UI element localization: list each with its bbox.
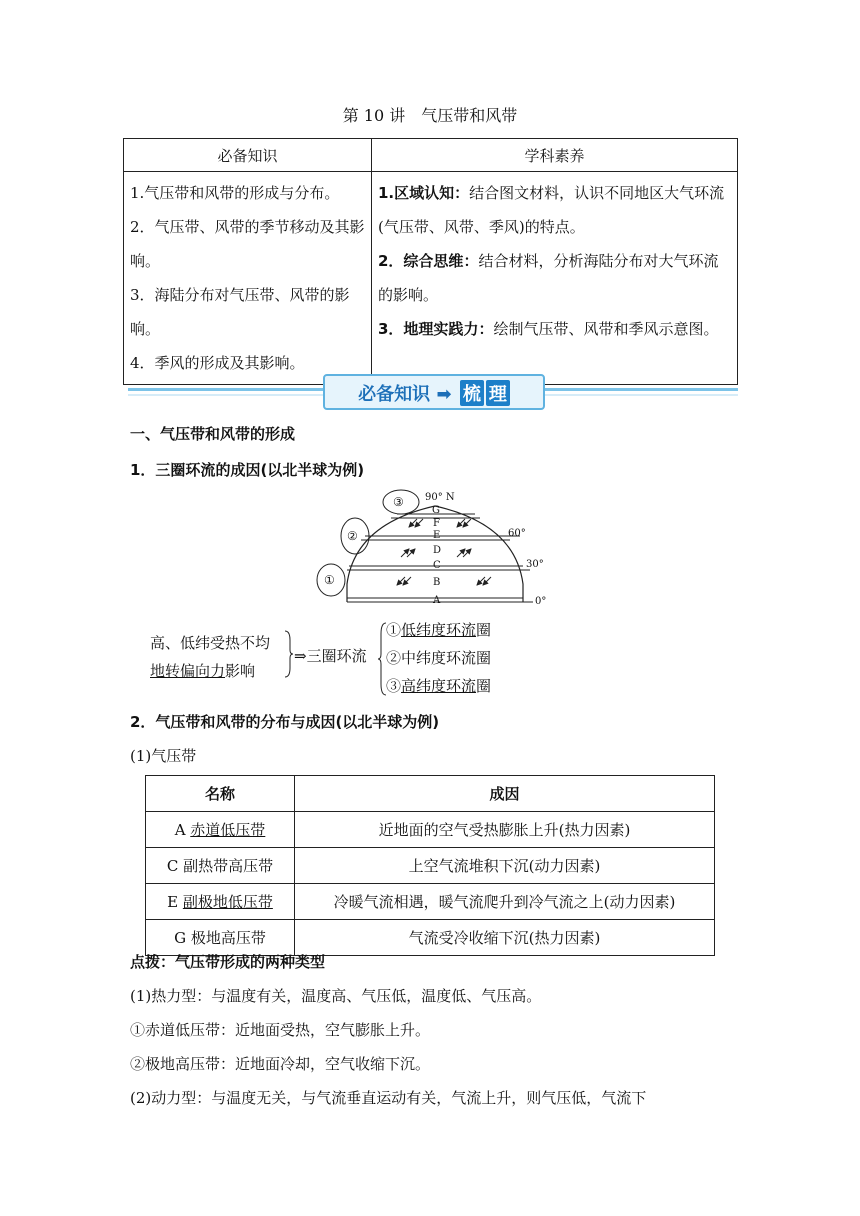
belt-name: G 极地高压带: [146, 920, 295, 956]
subsection-heading: 2．气压带和风带的分布与成因(以北半球为例): [130, 713, 440, 731]
literacy-label: 3．地理实践力：: [378, 320, 494, 338]
belt-letter: D: [433, 545, 442, 556]
literacy-item: [378, 176, 731, 244]
banner-label: 必备知识: [358, 384, 431, 405]
literacy-label: 1.区域认知：: [378, 184, 470, 202]
cell-item: [386, 675, 491, 696]
lat-label: 30°: [526, 559, 544, 570]
belt-name: A 赤道低压带: [146, 812, 295, 848]
belt-letter: A: [433, 595, 441, 606]
table-row: [146, 848, 715, 884]
knowledge-item: 4．季风的形成及其影响。: [130, 354, 305, 372]
knowledge-item: 2．气压带、风带的季节移动及其影响。: [130, 218, 365, 270]
cell-item: [386, 647, 491, 668]
literacy-text: 绘制气压带、风带和季风示意图。: [493, 320, 719, 338]
circle-number: ③: [393, 495, 404, 509]
literacy-text: 结合图文材料，认识不同地区大气环流(气压带、风带、季风)的特点。: [378, 184, 725, 236]
belt-cause: 气流受冷收缩下沉(热力因素): [295, 920, 715, 956]
literacy-cell: [372, 172, 738, 385]
table-row: [146, 884, 715, 920]
three-cell-label: ⇒三圈环流: [294, 647, 367, 665]
belt-letter: B: [433, 577, 441, 588]
cell-underlined: 低纬度环流: [401, 621, 477, 639]
cell-rest: 圈: [476, 621, 492, 639]
lat-label: 60°: [508, 528, 526, 539]
pressure-belt-table: [145, 775, 715, 956]
tip-line: (1)热力型：与温度有关，温度高、气压低，温度低、气压高。: [130, 987, 542, 1005]
arrow-icon: ➡: [436, 384, 452, 405]
belt-cause: 近地面的空气受热膨胀上升(热力因素): [295, 812, 715, 848]
belt-name: C 副热带高压带: [146, 848, 295, 884]
header-knowledge: 必备知识: [124, 139, 372, 172]
belt-letter: F: [433, 518, 440, 529]
banner-text: [325, 380, 543, 406]
right-brace-icon: [284, 630, 294, 678]
subsection-heading: 1．三圈环流的成因(以北半球为例): [130, 461, 365, 479]
three-cell-circulation-diagram: [305, 484, 565, 610]
tip-line: (2)动力型：与温度无关，与气流垂直运动有关，气流上升，则气压低，气流下: [130, 1089, 647, 1107]
belt-cause: 冷暖气流相遇，暖气流爬升到冷气流之上(动力因素): [295, 884, 715, 920]
literacy-label: 2．综合思维：: [378, 252, 479, 270]
lat-label: 90° N: [425, 492, 455, 503]
belt-letter: G: [432, 505, 440, 516]
tip-title: 点拨：气压带形成的两种类型: [130, 953, 326, 971]
table-row: [146, 812, 715, 848]
subsection-label: (1)气压带: [130, 747, 197, 765]
banner-tag: 理: [486, 380, 510, 406]
cell-num: ①: [386, 621, 402, 639]
literacy-item: [378, 312, 731, 346]
circle-number: ①: [324, 573, 335, 587]
cell-num: ③: [386, 677, 402, 695]
header-literacy: 学科素养: [372, 139, 738, 172]
cause-line-2: [150, 660, 255, 681]
knowledge-item: 3．海陆分布对气压带、风带的影响。: [130, 286, 350, 338]
circle-number: ②: [347, 529, 358, 543]
banner-tag: 梳: [460, 380, 484, 406]
cause-rest: 影响: [225, 662, 256, 680]
knowledge-cell: [124, 172, 372, 385]
literacy-text: 结合材料，分析海陆分布对大气环流的影响。: [378, 252, 719, 304]
tip-line: ②极地高压带：近地面冷却，空气收缩下沉。: [130, 1055, 431, 1073]
cell-item: [386, 619, 491, 640]
belt-cause: 上空气流堆积下沉(动力因素): [295, 848, 715, 884]
cell-rest: 中纬度环流圈: [401, 649, 492, 667]
cause-underlined: 地转偏向力: [150, 662, 226, 680]
belt-name: E 副极地低压带: [146, 884, 295, 920]
section-banner: [128, 374, 738, 410]
header-name: 名称: [146, 776, 295, 812]
tip-line: ①赤道低压带：近地面受热，空气膨胀上升。: [130, 1021, 431, 1039]
literacy-item: [378, 244, 731, 312]
belt-letter: E: [433, 530, 441, 541]
objectives-table: [123, 138, 738, 385]
knowledge-item: 1.气压带和风带的形成与分布。: [130, 184, 340, 202]
page-title: 第 10 讲 气压带和风带: [342, 106, 518, 125]
belt-letter: C: [433, 560, 441, 571]
cell-rest: 圈: [476, 677, 492, 695]
header-cause: 成因: [295, 776, 715, 812]
cause-line-1: 高、低纬受热不均: [150, 634, 271, 652]
wind-arrows: [397, 519, 491, 585]
banner-box: [323, 374, 545, 410]
lat-label: 0°: [535, 596, 547, 607]
cell-underlined: 高纬度环流: [401, 677, 477, 695]
section-heading: 一、气压带和风带的形成: [130, 425, 296, 443]
cell-num: ②: [386, 649, 402, 667]
